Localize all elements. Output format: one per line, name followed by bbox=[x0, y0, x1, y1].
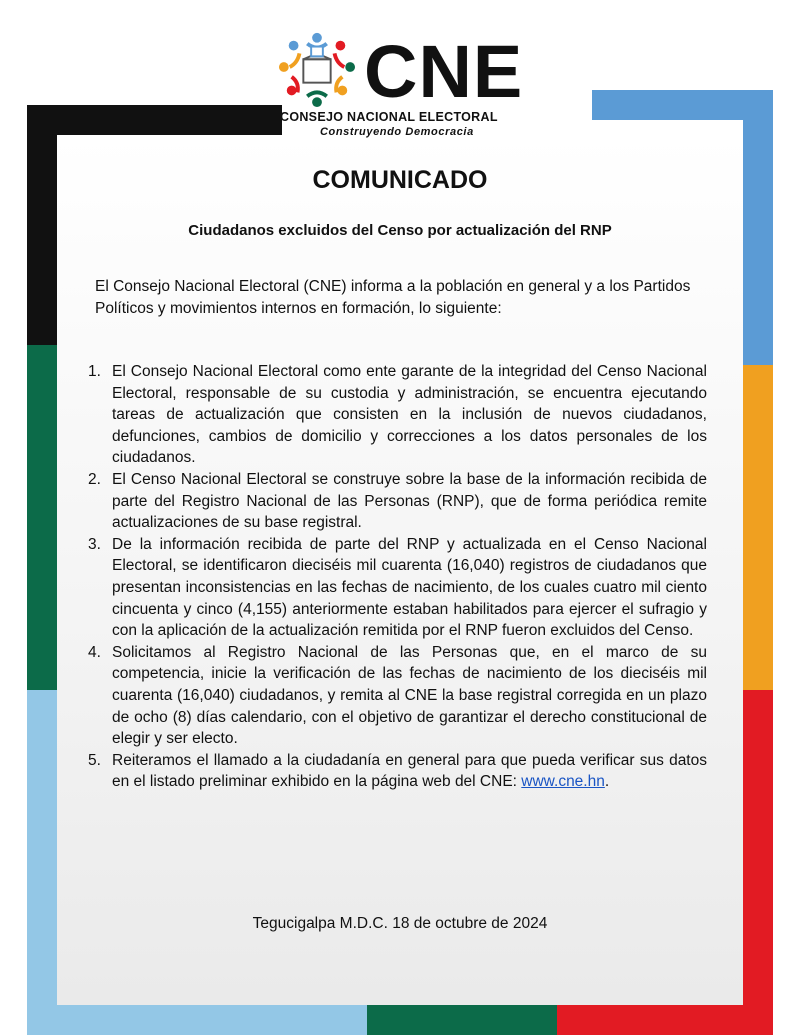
list-item-number: 2. bbox=[88, 470, 101, 488]
frame-bottom-green-bar bbox=[367, 1005, 557, 1035]
frame-top-left-bar bbox=[27, 105, 282, 135]
statement-list bbox=[88, 361, 707, 793]
list-item-number: 1. bbox=[88, 363, 101, 380]
frame-right-red-bar bbox=[743, 690, 773, 1035]
list-item-number: 5. bbox=[88, 751, 101, 769]
frame-left-lightblue-bar bbox=[27, 690, 57, 1035]
list-item-text: Reiteramos el llamado a la ciudadanía en general para que pueda verificar sus datos en el listado preliminar exhibido en la página web del CNE: bbox=[112, 751, 707, 791]
logo-wordmark: CNE bbox=[364, 30, 524, 113]
organization-name: CONSEJO NACIONAL ELECTORAL bbox=[280, 110, 498, 124]
list-item bbox=[88, 469, 707, 534]
document-subtitle: Ciudadanos excluidos del Censo por actualización del RNP bbox=[188, 222, 612, 239]
list-item bbox=[88, 750, 707, 793]
document-title: COMUNICADO bbox=[312, 166, 488, 194]
list-item-text: El Censo Nacional Electoral se construye sobre la base de la información recibida de parte del Registro Nacional de las Personas (RNP), que de forma periódica remite actualizaciones de su base registral. bbox=[112, 470, 707, 532]
list-item-number: 4. bbox=[88, 643, 101, 661]
list-item bbox=[88, 642, 707, 750]
list-item-text: Solicitamos al Registro Nacional de las Personas que, en el marco de su competencia, inicie la verificación de las fechas de nacimiento de los dieciséis mil cuarenta (16,040) ciudadanos, y remita al CNE la base registral corregida en un plazo de ocho (8) días calendario, con el objetivo de garantizar el derecho constitucional de elegir y ser electo. bbox=[112, 643, 707, 748]
cne-website-link[interactable]: www.cne.hn bbox=[521, 773, 605, 791]
list-item bbox=[88, 534, 707, 642]
frame-bottom-red-bar bbox=[557, 1005, 773, 1035]
frame-left-green-bar bbox=[27, 345, 57, 690]
list-item-trailing-punctuation: . bbox=[604, 773, 610, 791]
list-item-number: 3. bbox=[88, 535, 101, 553]
frame-bottom-lightblue-bar bbox=[27, 1005, 367, 1035]
intro-paragraph: El Consejo Nacional Electoral (CNE) informa a la población en general y a los Partidos Políticos y movimientos internos en formación, lo siguiente: bbox=[95, 278, 691, 317]
cne-logo bbox=[278, 22, 528, 142]
frame-right-orange-bar bbox=[743, 365, 773, 690]
list-item bbox=[88, 361, 707, 469]
organization-slogan: Construyendo Democracia bbox=[320, 126, 474, 138]
place-and-date: Tegucigalpa M.D.C. 18 de octubre de 2024 bbox=[252, 915, 548, 932]
list-item-text: De la información recibida de parte del RNP y actualizada en el Censo Nacional Electoral, se identificaron dieciséis mil cuarenta (16,040) registros de ciudadanos que presentan inconsistencias en las fechas de nacimiento, de los cuales cuatro mil ciento cincuenta y cinco (4,155) anteriormente estaban habilitados para ejercer el sufragio y con la aplicación de la actualización remitida por el RNP fueron excluidos del Censo. bbox=[112, 535, 707, 640]
list-item-text: El Consejo Nacional Electoral como ente garante de la integridad del Censo Nacional Electoral, responsable de su custodia y administración, se encuentra ejecutando tareas de actualización que consisten en la inclusión de nuevos ciudadanos, defunciones, cambios de domicilio y correcciones a los datos personales de los ciudadanos. bbox=[112, 363, 707, 467]
ballot-box-people-icon bbox=[278, 30, 356, 108]
